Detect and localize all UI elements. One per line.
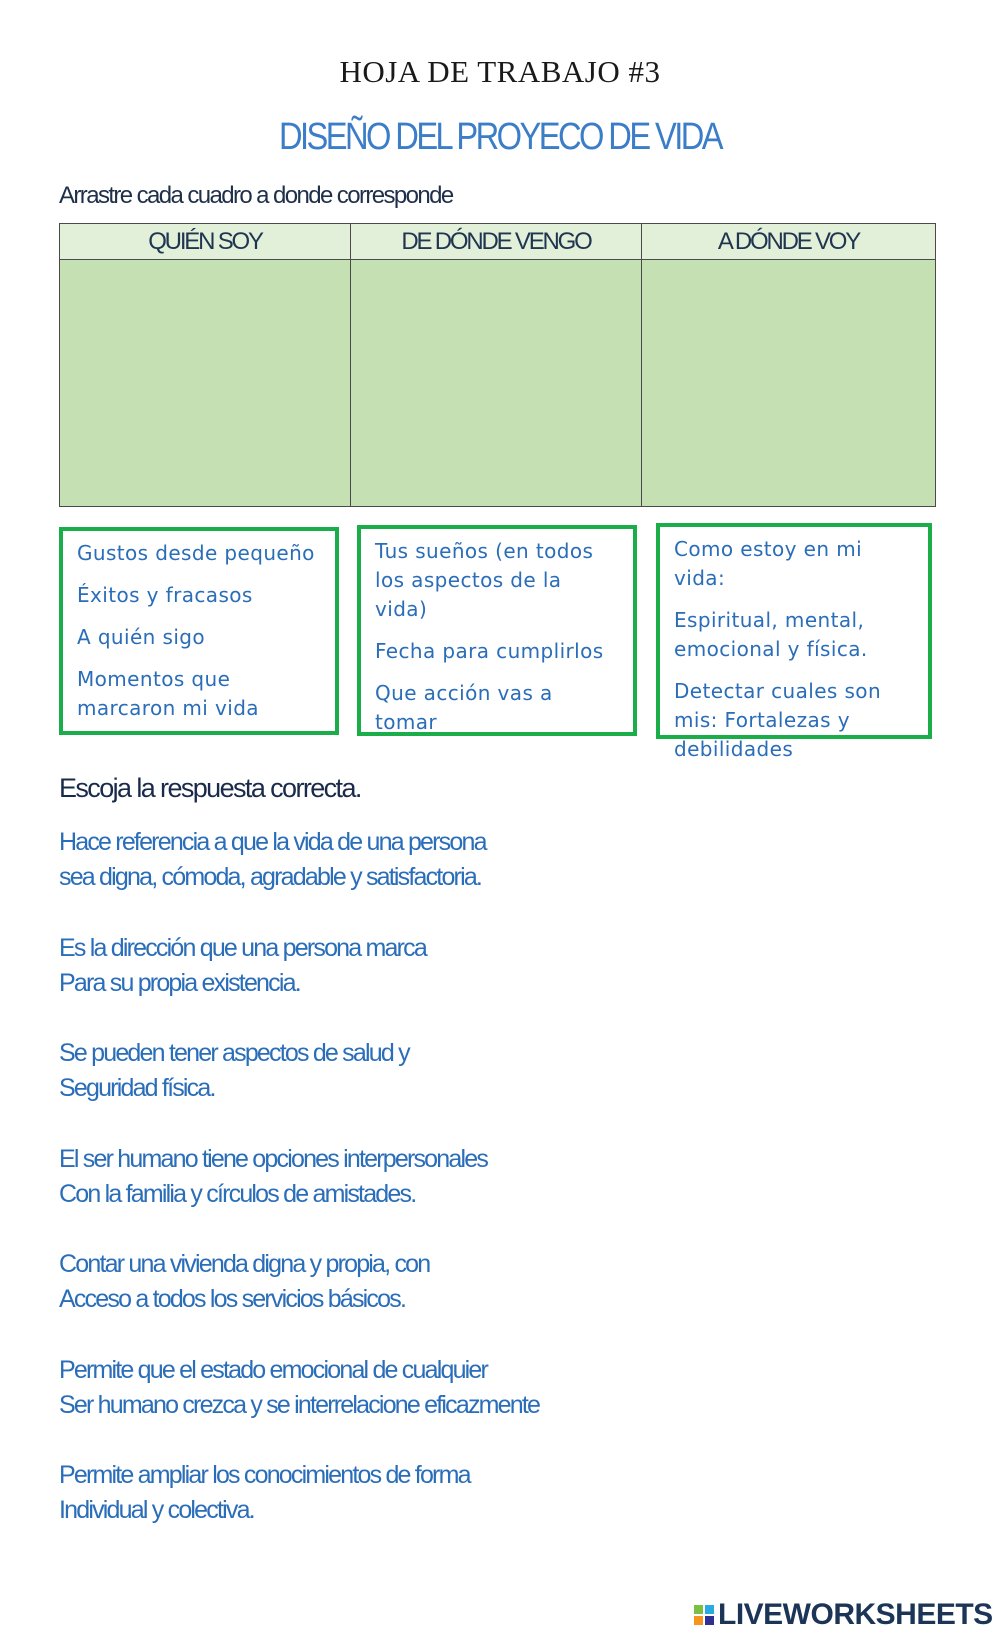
question-line: Para su propia existencia.: [59, 969, 300, 997]
drag-instruction: Arrastre cada cuadro a donde corresponde: [59, 182, 453, 209]
question-line: Acceso a todos los servicios básicos.: [59, 1285, 406, 1313]
card-item: A quién sigo: [77, 625, 206, 649]
card-item: Que acción vas a tomar: [375, 681, 553, 734]
column-header-a-donde-voy: A DÓNDE VOY: [642, 224, 935, 260]
question-line: Hace referencia a que la vida de una persona: [59, 828, 486, 856]
sorting-table: [59, 223, 936, 507]
card-item: Fecha para cumplirlos: [375, 639, 604, 663]
question-line: Permite que el estado emocional de cualquier: [59, 1356, 488, 1384]
question-item-5: [59, 1247, 429, 1317]
drop-zone-de-donde-vengo[interactable]: [351, 260, 642, 506]
card-item: Tus sueños (en todos los aspectos de la vida): [375, 539, 594, 621]
card-item: Momentos que marcaron mi vida: [77, 667, 259, 720]
question-item-7: [59, 1458, 470, 1528]
brand-name: LIVEWORKSHEETS: [718, 1598, 993, 1631]
question-item-6: [59, 1353, 539, 1423]
question-item-2: [59, 931, 426, 1001]
draggable-card-2[interactable]: [357, 525, 637, 736]
question-item-3: [59, 1036, 409, 1106]
brand-squares-icon: [694, 1605, 714, 1625]
multiple-choice-heading: Escoja la respuesta correcta.: [59, 773, 361, 803]
question-line: Con la familia y círculos de amistades.: [59, 1180, 416, 1208]
question-line: Seguridad física.: [59, 1074, 215, 1102]
drop-zone-quien-soy[interactable]: [60, 260, 351, 506]
question-line: Es la dirección que una persona marca: [59, 934, 426, 962]
draggable-card-1[interactable]: [59, 527, 339, 735]
card-item: Como estoy en mi vida:: [674, 537, 863, 590]
card-item: Éxitos y fracasos: [77, 583, 253, 607]
question-line: Se pueden tener aspectos de salud y: [59, 1039, 409, 1067]
question-line: Contar una vivienda digna y propia, con: [59, 1250, 430, 1278]
question-item-1: [59, 825, 486, 895]
question-line: Permite ampliar los conocimientos de forma: [59, 1461, 470, 1489]
card-item: Espiritual, mental, emocional y física.: [674, 608, 868, 661]
liveworksheets-logo: [694, 1598, 993, 1632]
question-line: Ser humano crezca y se interrelacione eficazmente: [59, 1391, 540, 1419]
question-line: Individual y colectiva.: [59, 1496, 254, 1524]
page-title: DISEÑO DEL PROYECO DE VIDA: [278, 116, 721, 158]
card-item: Gustos desde pequeño: [77, 541, 315, 565]
worksheet-title: HOJA DE TRABAJO #3: [339, 54, 661, 89]
question-line: sea digna, cómoda, agradable y satisfactoria.: [59, 863, 482, 891]
column-header-de-donde-vengo: DE DÓNDE VENGO: [351, 224, 642, 260]
question-item-4: [59, 1142, 487, 1212]
column-header-quien-soy: QUIÉN SOY: [60, 224, 351, 260]
draggable-card-3[interactable]: [656, 523, 932, 761]
card-item: Detectar cuales son mis: Fortalezas y debilidades: [674, 679, 882, 761]
question-line: El ser humano tiene opciones interpersonales: [59, 1145, 488, 1173]
drop-zone-a-donde-voy[interactable]: [642, 260, 935, 506]
